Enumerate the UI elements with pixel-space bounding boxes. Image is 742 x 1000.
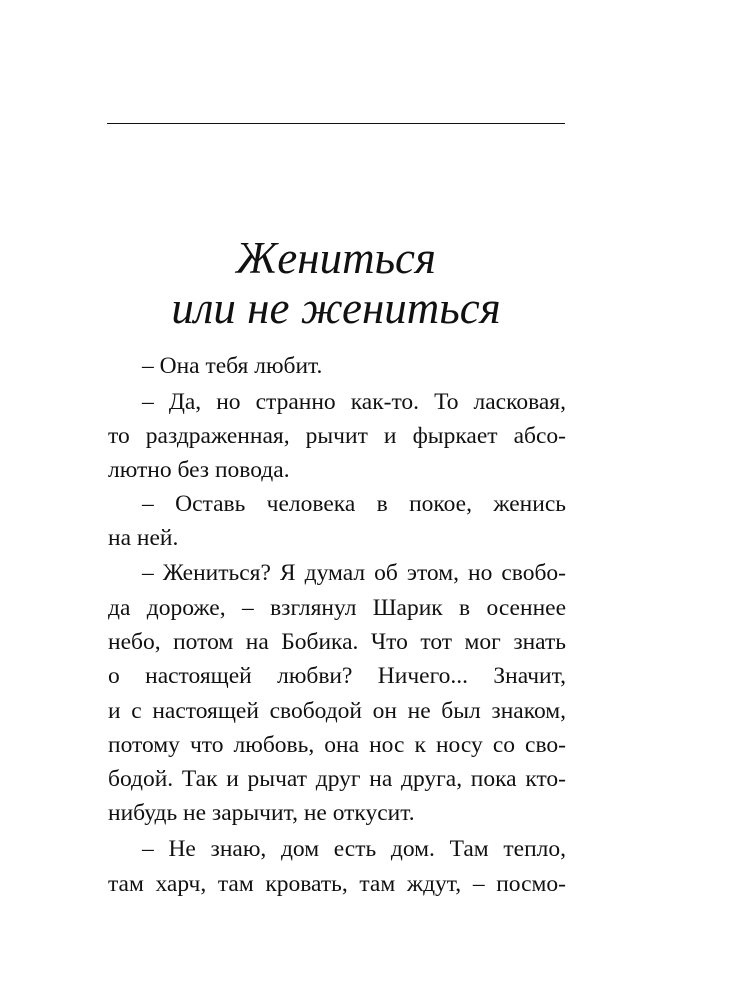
chapter-title-line-2: или не жениться <box>171 283 501 333</box>
text-line: на ней. <box>108 525 179 551</box>
text-line: – Оставь человека в покое, женись <box>142 491 566 517</box>
text-line: и с настоящей свободой он не был знаком, <box>108 698 566 724</box>
text-line: нибудь не зарычит, не откусит. <box>108 800 415 826</box>
text-line: – Она тебя любит. <box>142 353 323 379</box>
text-line: бодой. Так и рычат друг на друга, пока кто- <box>108 766 566 792</box>
text-line: там харч, там кровать, там ждут, – посмо- <box>108 871 566 897</box>
text-line: небо, потом на Бобика. Что тот мог знать <box>108 629 566 655</box>
text-line: о настоящей любви? Ничего... Значит, <box>108 663 566 689</box>
text-line: – Жениться? Я думал об этом, но свобо- <box>142 560 566 586</box>
text-line: лютно без повода. <box>108 457 290 483</box>
top-rule <box>107 123 565 124</box>
chapter-title-line-1: Жениться <box>236 233 436 283</box>
text-line: – Не знаю, дом есть дом. Там тепло, <box>142 836 566 862</box>
text-line: потому что любовь, она нос к носу со сво- <box>108 732 566 758</box>
text-line: – Да, но странно как-то. То ласковая, <box>142 389 566 415</box>
text-line: да дороже, – взглянул Шарик в осеннее <box>108 595 566 621</box>
text-line: то раздраженная, рычит и фыркает абсо- <box>108 423 566 449</box>
